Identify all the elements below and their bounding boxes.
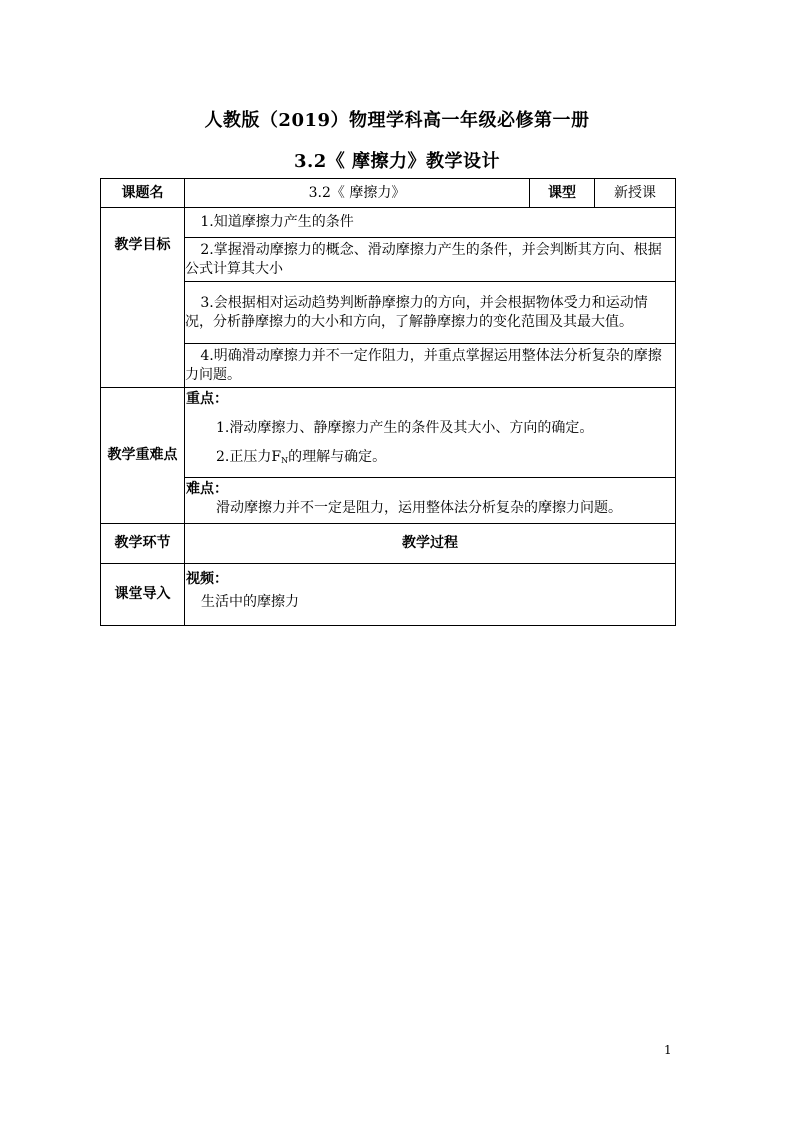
table-row bbox=[101, 344, 676, 388]
intro-label: 课堂导入 bbox=[101, 564, 185, 626]
key-item-2-suffix: 的理解与确定。 bbox=[288, 449, 387, 465]
key-heading: 重点： bbox=[186, 391, 228, 407]
table-row bbox=[101, 564, 676, 626]
table-row bbox=[101, 238, 676, 282]
key-points-cell bbox=[185, 388, 676, 478]
objectives-label: 教学目标 bbox=[101, 208, 185, 388]
topic-value: 3.2《 摩擦力》 bbox=[185, 179, 530, 208]
intro-heading: 视频： bbox=[186, 571, 228, 587]
document-subtitle: 3.2《 摩擦力》教学设计 bbox=[293, 151, 501, 172]
lesson-plan-table bbox=[100, 178, 676, 626]
process-stage-label: 教学环节 bbox=[101, 524, 185, 564]
topic-label: 课题名 bbox=[101, 179, 185, 208]
objective-item: 3.会根据相对运动趋势判断静摩擦力的方向，并会根据物体受力和运动情况，分析静摩擦力的大小和方向，了解静摩擦力的变化范围及其最大值。 bbox=[185, 282, 676, 344]
table-row bbox=[101, 478, 676, 524]
key-item-2-subscript: N bbox=[281, 456, 289, 465]
table-row bbox=[101, 524, 676, 564]
difficult-heading: 难点： bbox=[186, 481, 228, 497]
objective-item: 2.掌握滑动摩擦力的概念、滑动摩擦力产生的条件，并会判断其方向、根据公式计算其大小 bbox=[185, 238, 676, 282]
key-item: 1.滑动摩擦力、静摩擦力产生的条件及其大小、方向的确定。 bbox=[216, 420, 594, 436]
difficult-points-cell bbox=[185, 478, 676, 524]
table-row bbox=[101, 208, 676, 238]
table-row bbox=[101, 388, 676, 478]
objective-item: 1.知道摩擦力产生的条件 bbox=[185, 208, 676, 238]
document-title: 人教版（2019）物理学科高一年级必修第一册 bbox=[204, 110, 590, 131]
key-points-label: 教学重难点 bbox=[101, 388, 185, 524]
intro-cell bbox=[185, 564, 676, 626]
key-item bbox=[186, 448, 675, 470]
page-number: 1 bbox=[664, 1043, 672, 1057]
table-row bbox=[101, 282, 676, 344]
objective-item: 4.明确滑动摩擦力并不一定作阻力，并重点掌握运用整体法分析复杂的摩擦力问题。 bbox=[185, 344, 676, 388]
type-label: 课型 bbox=[530, 179, 595, 208]
intro-content: 生活中的摩擦力 bbox=[201, 594, 299, 610]
process-label: 教学过程 bbox=[185, 524, 676, 564]
type-value: 新授课 bbox=[595, 179, 676, 208]
key-item-2-prefix: 2.正压力F bbox=[216, 449, 282, 465]
table-row bbox=[101, 179, 676, 208]
difficult-item: 滑动摩擦力并不一定是阻力，运用整体法分析复杂的摩擦力问题。 bbox=[216, 500, 622, 516]
